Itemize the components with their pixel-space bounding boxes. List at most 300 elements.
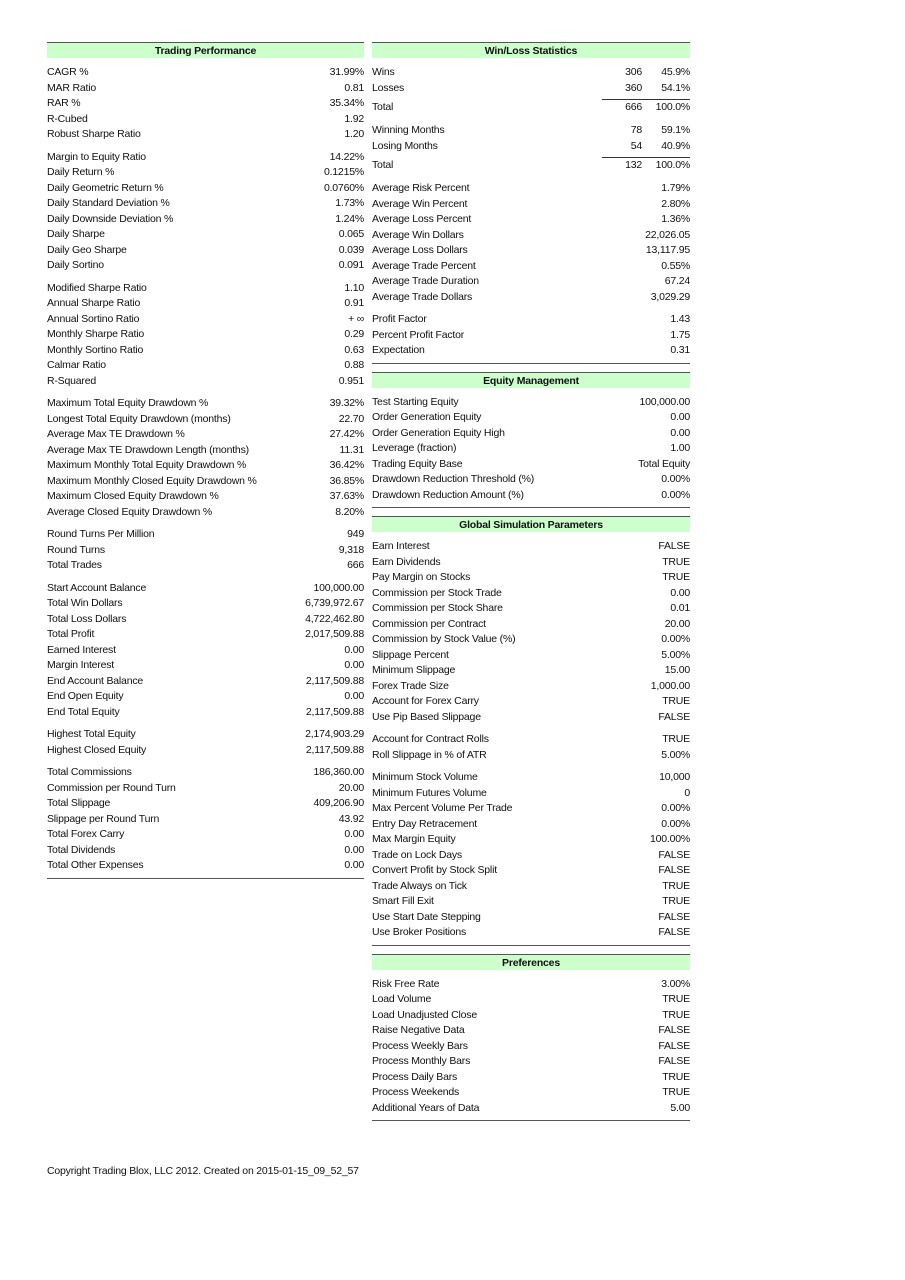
row-average-trade-percent — [372, 259, 690, 275]
section-header-win-loss-statistics: Win/Loss Statistics — [372, 42, 690, 58]
row-label: Order Generation Equity — [372, 411, 482, 423]
row-smart-fill-exit — [372, 894, 690, 910]
row-label: Account for Forex Carry — [372, 695, 479, 707]
row-label: Total Trades — [47, 559, 102, 571]
row-value: 13,117.95 — [645, 244, 690, 256]
row-label: Calmar Ratio — [47, 359, 106, 371]
row-commission-by-stock-value — [372, 632, 690, 648]
row-daily-return — [47, 165, 364, 181]
row-profit-factor — [372, 312, 690, 328]
row-trading-equity-base — [372, 457, 690, 473]
row-slippage-per-round-turn — [47, 812, 364, 828]
row-round-turns — [47, 543, 364, 559]
row-account-for-contract-rolls — [372, 732, 690, 748]
row-process-monthly-bars — [372, 1054, 690, 1070]
row-value: TRUE — [662, 879, 690, 892]
row-label: Daily Standard Deviation % — [47, 197, 170, 209]
row-drawdown-reduction-threshold — [372, 472, 690, 488]
row-label: Maximum Closed Equity Drawdown % — [47, 490, 219, 502]
row-label: Total Other Expenses — [47, 859, 144, 871]
row-value: 409,206.90 — [313, 797, 364, 809]
row-label: Average Loss Percent — [372, 213, 472, 225]
row-daily-downside-deviation — [47, 212, 364, 228]
row-value: 8.20% — [335, 505, 364, 518]
row-commission-per-round-turn — [47, 781, 364, 797]
row-value: 0.00 — [344, 643, 364, 656]
row-label: Average Max TE Drawdown % — [47, 428, 185, 440]
row-label: Entry Day Retracement — [372, 817, 477, 830]
row-monthly-sharpe-ratio — [47, 327, 364, 343]
row-minimum-stock-volume — [372, 770, 690, 786]
row-test-starting-equity — [372, 395, 690, 411]
row-value: Total Equity — [638, 457, 690, 470]
row-label: R-Cubed — [47, 112, 88, 125]
row-count: 54 — [630, 139, 642, 152]
row-value: 15.00 — [664, 664, 690, 676]
row-percent: 40.9% — [661, 139, 690, 152]
row-value: 39.32% — [329, 397, 364, 409]
row-label: Maximum Total Equity Drawdown % — [47, 397, 209, 409]
row-earn-interest — [372, 539, 690, 555]
row-label: Monthly Sharpe Ratio — [47, 328, 144, 340]
row-value: 0.81 — [344, 81, 364, 94]
row-average-trade-dollars — [372, 290, 690, 306]
row-label: Process Daily Bars — [372, 1070, 458, 1083]
row-max-percent-volume-per-trade — [372, 801, 690, 817]
row-group — [372, 770, 690, 941]
row-average-closed-equity-drawdown — [47, 505, 364, 521]
row-label: Earn Dividends — [372, 555, 441, 568]
row-label: Total Loss Dollars — [47, 612, 127, 625]
row-expectation — [372, 343, 690, 359]
row-label: Drawdown Reduction Amount (%) — [372, 488, 524, 501]
row-label: Monthly Sortino Ratio — [47, 343, 144, 356]
row-value: 0.00% — [661, 488, 690, 501]
row-label: Average Max TE Drawdown Length (months) — [47, 443, 249, 456]
row-calmar-ratio — [47, 358, 364, 374]
row-total-dividends — [47, 843, 364, 859]
row-label: Robust Sharpe Ratio — [47, 128, 141, 140]
row-label: Load Unadjusted Close — [372, 1008, 477, 1021]
row-value: 20.00 — [338, 781, 364, 794]
row-value: FALSE — [658, 848, 690, 861]
row-value: 0.0760% — [323, 181, 364, 194]
row-total-profit — [47, 627, 364, 643]
section-header-trading-performance: Trading Performance — [47, 42, 364, 58]
row-value: 0 — [684, 786, 690, 799]
row-value: 0.039 — [338, 243, 364, 256]
row-label: Annual Sharpe Ratio — [47, 297, 141, 309]
row-group — [47, 765, 364, 874]
row-value: 31.99% — [329, 66, 364, 78]
row-group — [47, 527, 364, 574]
row-value: FALSE — [658, 864, 690, 876]
row-group — [372, 312, 690, 359]
row-label: Margin to Equity Ratio — [47, 150, 146, 163]
row-percent: 100.0% — [655, 100, 690, 113]
row-annual-sortino-ratio — [47, 312, 364, 328]
row-value: 1.24% — [335, 212, 364, 225]
row-r-cubed — [47, 112, 364, 128]
row-margin-interest — [47, 658, 364, 674]
row-robust-sharpe-ratio — [47, 127, 364, 143]
row-label: Trading Equity Base — [372, 457, 463, 470]
row-load-unadjusted-close — [372, 1008, 690, 1024]
row-earn-dividends — [372, 555, 690, 571]
row-process-weekends — [372, 1085, 690, 1101]
row-forex-trade-size — [372, 679, 690, 695]
row-value: 0.31 — [670, 344, 690, 356]
row-label: Smart Fill Exit — [372, 895, 434, 907]
row-label: Daily Downside Deviation % — [47, 212, 174, 225]
row-value: 22,026.05 — [645, 228, 690, 241]
row-label: Max Margin Equity — [372, 833, 456, 845]
row-value: 36.42% — [329, 459, 364, 471]
row-minimum-slippage — [372, 663, 690, 679]
row-value: 0.63 — [344, 343, 364, 356]
row-label: Process Monthly Bars — [372, 1055, 471, 1067]
row-label: Start Account Balance — [47, 581, 147, 594]
row-label: Minimum Slippage — [372, 664, 456, 676]
section-trading-performance — [47, 42, 364, 879]
row-label: Highest Total Equity — [47, 728, 136, 740]
row-process-weekly-bars — [372, 1039, 690, 1055]
row-value: 27.42% — [329, 428, 364, 440]
row-label: Process Weekends — [372, 1086, 460, 1098]
row-value: 0.29 — [344, 328, 364, 340]
row-label: Total Win Dollars — [47, 597, 123, 609]
row-value: 0.00% — [661, 473, 690, 485]
section-equity-management — [372, 372, 690, 509]
row-value: 20.00 — [664, 617, 690, 630]
row-label: Slippage Percent — [372, 648, 449, 661]
row-label: Minimum Futures Volume — [372, 786, 487, 799]
row-label: Commission per Stock Share — [372, 602, 503, 614]
row-value: 0.88 — [344, 359, 364, 371]
row-process-daily-bars — [372, 1070, 690, 1086]
row-label: Trade Always on Tick — [372, 879, 467, 892]
row-percent: 100.0% — [655, 158, 690, 171]
row-value: 666 — [347, 559, 364, 571]
row-value: 1.36% — [661, 213, 690, 225]
section-preferences — [372, 954, 690, 1122]
row-label: Daily Sharpe — [47, 228, 105, 240]
row-group — [47, 65, 364, 143]
row-value: 6,739,972.67 — [305, 597, 364, 609]
row-label: Winning Months — [372, 124, 445, 136]
footer-copyright: Copyright Trading Blox, LLC 2012. Created on 2015-01-15_09_52_57 — [47, 1165, 359, 1177]
row-group — [372, 732, 690, 763]
row-commission-per-contract — [372, 617, 690, 633]
row-count: 306 — [625, 66, 642, 78]
row-value: 5.00% — [661, 748, 690, 761]
row-total-slippage — [47, 796, 364, 812]
row-value: 37.63% — [329, 490, 364, 502]
row-total-loss-dollars — [47, 612, 364, 628]
row-label: Percent Profit Factor — [372, 328, 465, 341]
row-highest-closed-equity — [47, 743, 364, 759]
row-value: 0.951 — [338, 374, 364, 387]
row-label: Daily Return % — [47, 166, 115, 178]
row-total — [372, 99, 690, 116]
row-order-generation-equity-high — [372, 426, 690, 442]
row-group — [372, 181, 690, 305]
row-label: Expectation — [372, 344, 425, 356]
row-start-account-balance — [47, 581, 364, 597]
row-value: 9,318 — [338, 543, 364, 556]
row-label: Average Loss Dollars — [372, 244, 468, 256]
row-total-commissions — [47, 765, 364, 781]
row-value: 0.065 — [338, 228, 364, 240]
row-end-account-balance — [47, 674, 364, 690]
row-total-forex-carry — [47, 827, 364, 843]
row-trade-always-on-tick — [372, 879, 690, 895]
row-value: 67.24 — [664, 275, 690, 287]
row-value: TRUE — [662, 1070, 690, 1083]
row-label: Round Turns Per Million — [47, 528, 155, 540]
row-label: Additional Years of Data — [372, 1101, 480, 1114]
row-value: FALSE — [658, 710, 690, 723]
section-header-global-simulation-parameters: Global Simulation Parameters — [372, 516, 690, 532]
row-label: Use Broker Positions — [372, 926, 467, 938]
row-average-trade-duration — [372, 274, 690, 290]
row-pay-margin-on-stocks — [372, 570, 690, 586]
row-minimum-futures-volume — [372, 786, 690, 802]
row-value: 1.20 — [344, 128, 364, 140]
row-value: 0.00 — [670, 586, 690, 599]
row-value: TRUE — [662, 1086, 690, 1098]
row-label: Roll Slippage in % of ATR — [372, 748, 487, 761]
row-value: 0.01 — [670, 602, 690, 614]
row-label: Total Forex Carry — [47, 828, 125, 840]
row-value: TRUE — [662, 695, 690, 707]
row-label: Process Weekly Bars — [372, 1039, 468, 1052]
row-highest-total-equity — [47, 727, 364, 743]
row-label: Highest Closed Equity — [47, 743, 147, 756]
row-value: 1.92 — [344, 112, 364, 125]
row-value: 22.70 — [338, 412, 364, 425]
row-label: Load Volume — [372, 993, 432, 1005]
row-earned-interest — [47, 643, 364, 659]
row-label: End Open Equity — [47, 690, 124, 702]
row-value: 1,000.00 — [650, 679, 690, 692]
row-label: Minimum Stock Volume — [372, 771, 478, 783]
row-label: Margin Interest — [47, 659, 115, 671]
row-daily-sharpe — [47, 227, 364, 243]
row-account-for-forex-carry — [372, 694, 690, 710]
row-daily-sortino — [47, 258, 364, 274]
row-maximum-monthly-closed-equity-drawdown — [47, 474, 364, 490]
row-value: 949 — [347, 528, 364, 540]
row-label: CAGR % — [47, 66, 89, 78]
row-value: 11.31 — [339, 443, 364, 456]
row-count: 132 — [625, 158, 642, 171]
row-value: FALSE — [658, 540, 690, 552]
row-average-loss-dollars — [372, 243, 690, 259]
row-label: Trade on Lock Days — [372, 848, 462, 861]
row-mar-ratio — [47, 81, 364, 97]
row-value: FALSE — [658, 910, 690, 923]
row-group — [47, 281, 364, 390]
row-value: 1.10 — [344, 281, 364, 294]
row-label: Raise Negative Data — [372, 1024, 465, 1036]
row-value: 0.00% — [661, 802, 690, 814]
row-monthly-sortino-ratio — [47, 343, 364, 359]
row-total — [372, 157, 690, 174]
row-maximum-total-equity-drawdown — [47, 396, 364, 412]
row-value: TRUE — [662, 993, 690, 1005]
row-label: Daily Sortino — [47, 259, 104, 271]
row-label: Total — [372, 157, 602, 174]
row-label: MAR Ratio — [47, 81, 96, 94]
row-value: 5.00% — [661, 648, 690, 661]
row-value: 0.00% — [661, 633, 690, 645]
row-label: End Total Equity — [47, 705, 120, 718]
row-risk-free-rate — [372, 977, 690, 993]
row-slippage-percent — [372, 648, 690, 664]
row-label: Use Start Date Stepping — [372, 910, 481, 923]
row-losing-months — [372, 139, 690, 155]
row-value: 1.73% — [335, 197, 364, 209]
row-value: 43.92 — [338, 812, 364, 825]
row-label: Total — [372, 99, 602, 116]
row-label: Max Percent Volume Per Trade — [372, 802, 513, 814]
row-value: 1.75 — [670, 328, 690, 341]
row-label: Test Starting Equity — [372, 395, 459, 408]
row-label: Round Turns — [47, 543, 105, 556]
row-label: Commission per Contract — [372, 617, 486, 630]
row-label: Slippage per Round Turn — [47, 812, 160, 825]
row-order-generation-equity — [372, 410, 690, 426]
row-label: Maximum Monthly Total Equity Drawdown % — [47, 459, 247, 471]
row-value: TRUE — [662, 1008, 690, 1021]
row-label: Daily Geo Sharpe — [47, 243, 127, 256]
row-drawdown-reduction-amount — [372, 488, 690, 504]
row-count: 78 — [630, 124, 642, 136]
row-commission-per-stock-trade — [372, 586, 690, 602]
row-max-margin-equity — [372, 832, 690, 848]
row-value: + ∞ — [348, 312, 364, 325]
row-value: 0.00 — [670, 426, 690, 439]
row-label: Total Slippage — [47, 797, 111, 809]
row-value: 0.00 — [344, 843, 364, 856]
row-value: 1.79% — [661, 182, 690, 194]
row-daily-geometric-return — [47, 181, 364, 197]
row-label: Pay Margin on Stocks — [372, 571, 471, 583]
row-label: R-Squared — [47, 374, 96, 387]
row-label: Earned Interest — [47, 643, 116, 656]
row-value: 0.00 — [344, 659, 364, 671]
row-cagr — [47, 65, 364, 81]
row-label: Average Trade Duration — [372, 275, 479, 287]
row-average-risk-percent — [372, 181, 690, 197]
row-value: 0.091 — [338, 259, 364, 271]
row-group — [47, 396, 364, 520]
row-value: 100.00% — [649, 833, 690, 845]
row-label: Daily Geometric Return % — [47, 181, 164, 194]
row-margin-to-equity-ratio — [47, 150, 364, 166]
row-label: Average Risk Percent — [372, 182, 470, 194]
row-label: RAR % — [47, 97, 81, 109]
row-value: 1.00 — [670, 442, 690, 454]
row-value: 186,360.00 — [313, 766, 364, 778]
row-roll-slippage-in-of-atr — [372, 748, 690, 764]
row-value: 4,722,462.80 — [305, 612, 364, 625]
row-group — [372, 395, 690, 504]
row-losses — [372, 81, 690, 97]
row-label: Wins — [372, 66, 395, 78]
row-daily-standard-deviation — [47, 196, 364, 212]
row-group — [372, 65, 690, 116]
row-value: TRUE — [662, 895, 690, 907]
row-value: TRUE — [662, 555, 690, 568]
row-label: Leverage (fraction) — [372, 442, 457, 454]
row-label: Longest Total Equity Drawdown (months) — [47, 412, 231, 425]
row-value: 1.43 — [670, 313, 690, 325]
row-percent-profit-factor — [372, 328, 690, 344]
row-use-broker-positions — [372, 925, 690, 941]
right-column — [372, 42, 690, 1121]
row-group — [372, 539, 690, 725]
row-value: FALSE — [658, 1024, 690, 1036]
row-group — [372, 123, 690, 174]
row-label: Convert Profit by Stock Split — [372, 864, 497, 876]
row-value: 2,017,509.88 — [305, 628, 364, 640]
row-percent: 59.1% — [661, 124, 690, 136]
row-label: Risk Free Rate — [372, 977, 440, 990]
row-label: Average Win Percent — [372, 197, 468, 210]
row-value: FALSE — [658, 926, 690, 938]
row-label: Total Dividends — [47, 843, 116, 856]
row-label: Total Profit — [47, 628, 95, 640]
row-total-win-dollars — [47, 596, 364, 612]
row-modified-sharpe-ratio — [47, 281, 364, 297]
row-percent: 45.9% — [661, 66, 690, 78]
row-value: 0.00 — [670, 411, 690, 423]
row-round-turns-per-million — [47, 527, 364, 543]
section-global-simulation-parameters — [372, 516, 690, 946]
row-daily-geo-sharpe — [47, 243, 364, 259]
row-total-other-expenses — [47, 858, 364, 874]
left-column — [47, 42, 364, 879]
row-label: End Account Balance — [47, 674, 144, 687]
row-label: Losses — [372, 81, 405, 94]
row-group — [47, 727, 364, 758]
row-label: Losing Months — [372, 139, 438, 152]
row-value: 0.00 — [344, 859, 364, 871]
row-group — [47, 581, 364, 721]
row-group — [372, 977, 690, 1117]
row-rar — [47, 96, 364, 112]
row-value: 0.1215% — [323, 166, 364, 178]
row-value: 3,029.29 — [650, 290, 690, 303]
row-label: Commission per Round Turn — [47, 781, 176, 794]
row-label: Use Pip Based Slippage — [372, 710, 481, 723]
row-label: Maximum Monthly Closed Equity Drawdown % — [47, 474, 257, 487]
row-value: 100,000.00 — [639, 395, 690, 408]
row-label: Profit Factor — [372, 313, 427, 325]
section-header-preferences: Preferences — [372, 954, 690, 970]
row-label: Order Generation Equity High — [372, 426, 505, 439]
row-label: Commission per Stock Trade — [372, 586, 502, 599]
row-value: 35.34% — [329, 97, 364, 109]
row-value: 3.00% — [661, 977, 690, 990]
row-entry-day-retracement — [372, 817, 690, 833]
row-label: Account for Contract Rolls — [372, 733, 489, 745]
row-annual-sharpe-ratio — [47, 296, 364, 312]
row-average-loss-percent — [372, 212, 690, 228]
row-value: 10,000 — [659, 771, 690, 783]
